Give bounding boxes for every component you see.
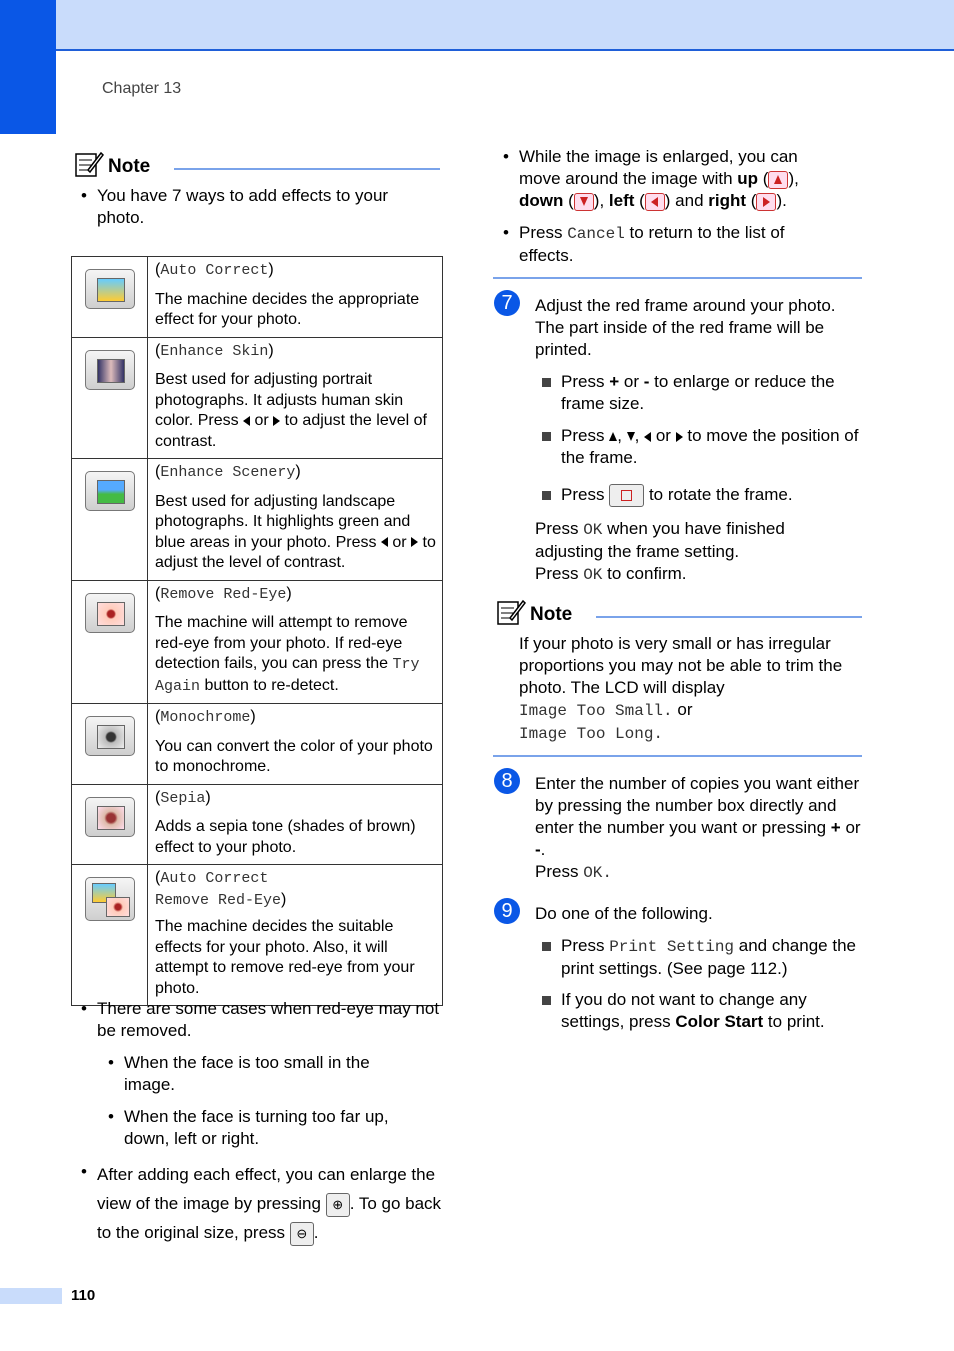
or-label: or (677, 700, 693, 719)
left-button-icon[interactable] (645, 193, 665, 211)
left-label: left (608, 191, 635, 210)
square-bullet (542, 378, 551, 387)
auto-correct-red-eye-icon[interactable] (85, 877, 135, 921)
step9-sub-print-setting (561, 935, 861, 980)
up-button-icon[interactable] (768, 171, 788, 189)
effect-name: Monochrome (160, 709, 251, 726)
right-button-icon[interactable] (756, 193, 776, 211)
bullet-dot: • (503, 223, 509, 242)
effect-text-cell: (Remove Red-Eye) The machine will attempt to remove red-eye from your photo. If red-eye detection fails, you can press the Try Again button to re-detect. (148, 580, 443, 704)
ok-label: OK (583, 566, 603, 584)
square-bullet (542, 942, 551, 951)
page-number-band (0, 1288, 62, 1304)
ok-label: OK. (583, 864, 613, 882)
divider (493, 277, 862, 279)
step7-text: Adjust the red frame around your photo. The part inside of the red frame will be printed. (535, 296, 836, 359)
effect-name: Enhance Scenery (160, 464, 296, 481)
table-row (72, 784, 443, 865)
table-row (72, 704, 443, 785)
effects-table (71, 256, 443, 1006)
note-title: Note (530, 604, 573, 625)
effect-icon-cell (72, 704, 148, 785)
square-bullet (542, 996, 551, 1005)
table-row (72, 865, 443, 1006)
press-label: Press (535, 519, 579, 538)
cancel-label: Cancel (567, 225, 625, 243)
left-arrow-icon (243, 416, 250, 426)
bullet-text-2: to return to the list of effects. (519, 223, 785, 265)
effect-icon-cell (72, 459, 148, 581)
up-arrow-icon (609, 432, 617, 441)
step9-sub-color-start (561, 989, 861, 1033)
effect-desc: The machine decides the appropriate effect for your photo. (155, 290, 420, 328)
effect-text-cell: (Enhance Skin) Best used for adjusting portrait photographs. It adjusts human skin color. Press or to adjust the level of contrast. (148, 337, 443, 459)
press-label: Press (561, 936, 605, 955)
effect-desc-or: or (254, 412, 269, 429)
header-band (0, 0, 954, 51)
right-arrow-icon (676, 432, 683, 442)
down-arrow-icon (627, 432, 635, 441)
bullet-dot: • (81, 186, 87, 205)
effect-desc-end: to adjust the level of contrast. (155, 412, 427, 450)
up-label: up (737, 169, 759, 188)
step7-sub-zoom: Press + or - to enlarge or reduce the frame size. (561, 371, 861, 415)
square-bullet (542, 432, 551, 441)
effect-name: Remove Red-Eye (160, 585, 287, 603)
step7-sub-rotate (561, 484, 861, 507)
effect-name: Enhance Skin (160, 342, 269, 360)
effect-icon-cell (72, 865, 148, 1006)
note-title: Note (108, 156, 151, 177)
effect-icon-cell (72, 580, 148, 704)
effect-text-cell: (Sepia) Adds a sepia tone (shades of brown) effect to your photo. (148, 784, 443, 865)
and-label: and (675, 191, 704, 210)
enhance-scenery-icon[interactable] (85, 471, 135, 511)
sub-bullet (108, 1106, 434, 1150)
page-number: 110 (71, 1287, 96, 1304)
note-heading (74, 150, 440, 178)
plus-key: + (830, 818, 841, 837)
effect-text-cell: (Monochrome) You can convert the color of your photo to monochrome. (148, 704, 443, 785)
step-number: 7 (494, 290, 520, 316)
step9-text: Do one of the following. (535, 904, 713, 923)
bullet-text-3: . (313, 1223, 319, 1242)
try-again-label: Try Again (155, 656, 420, 695)
table-row (72, 337, 443, 459)
monochrome-icon[interactable] (85, 716, 135, 756)
bullet-dot: • (81, 1162, 87, 1181)
note-bullet-text: You have 7 ways to add effects to your photo. (97, 186, 389, 227)
auto-correct-icon[interactable] (85, 269, 135, 309)
color-start-label: Color Start (675, 1012, 764, 1031)
effect-icon-cell (72, 784, 148, 865)
enhance-skin-icon[interactable] (85, 350, 135, 390)
bullet-text: While the image is enlarged, you can move around the image with (519, 147, 798, 188)
press-label: Press (535, 564, 579, 583)
note-body: If your photo is very small or has irregular proportions you may not be able to trim the photo. The LCD will display (519, 634, 843, 697)
note-heading (496, 598, 862, 626)
bullet-text: There are some cases when red-eye may not be removed. (97, 999, 440, 1040)
sub-bullet (108, 1052, 424, 1096)
sub-text-2: to print. (767, 1012, 825, 1031)
step8-text: Enter the number of copies you want either by pressing the number box directly and enter the number you want or pressing + or -. Press OK. (535, 774, 861, 882)
bullet-cancel (503, 222, 839, 267)
note-pencil-icon (74, 150, 104, 178)
effect-icon-cell (72, 257, 148, 338)
effect-desc: Best used for adjusting portrait photographs. It adjusts human skin color. Press (155, 371, 404, 429)
chapter-tab (0, 0, 56, 134)
bullet-dot: • (108, 1053, 114, 1072)
sub-text: If you do not want to change any settings, press (561, 990, 807, 1031)
left-arrow-icon (381, 537, 388, 547)
effect-desc: You can convert the color of your photo to monochrome. (155, 737, 433, 775)
effect-desc-or: or (392, 533, 407, 551)
sub-text: and change the print settings. (See page 112.) (561, 936, 856, 978)
bullet-move-image: • While the image is enlarged, you can move around the image with up ( ), down ( ), left ( ) and right ( ). (503, 147, 799, 210)
square-bullet (542, 491, 551, 500)
press-label: Press (535, 862, 579, 881)
effect-desc: The machine decides the suitable effects for your photo. Also, it will attempt to remove red-eye from your photo. (155, 918, 415, 997)
minus-key: - (535, 840, 541, 859)
effect-text-cell: (Auto Correct) The machine decides the appropriate effect for your photo. (148, 257, 443, 338)
bullet-dot: • (108, 1107, 114, 1126)
note-pencil-icon (496, 598, 526, 626)
note2-text (519, 633, 864, 745)
effect-desc-end: to adjust the level of contrast. (155, 533, 436, 571)
divider (493, 755, 862, 757)
note-rule (596, 616, 862, 618)
bullet-text: Press (519, 223, 563, 242)
effect-name: Auto Correct (160, 870, 269, 887)
effect-icon-cell (72, 337, 148, 459)
bullet-text: When the face is turning too far up, down, left or right. (124, 1107, 389, 1148)
effect-text-cell: (Enhance Scenery) Best used for adjusting landscape photographs. It highlights green and blue areas in your photo. Press or to adjust the level of contrast. (148, 459, 443, 581)
note-bullet (81, 185, 427, 229)
ok-label: OK (583, 521, 603, 539)
sepia-icon[interactable] (85, 797, 135, 837)
sub-text: to move the position of the frame. (561, 426, 859, 467)
effect-name: Sepia (160, 789, 206, 807)
bullet-dot: • (503, 147, 509, 166)
plus-key: + (609, 372, 620, 391)
lcd-message-long: Image Too Long. (519, 725, 664, 743)
table-row (72, 580, 443, 704)
lcd-message-small: Image Too Small. (519, 702, 673, 720)
left-arrow-icon (644, 432, 651, 442)
step-text: Enter the number of copies you want either by pressing the number box directly and enter the number you want or pressing (535, 774, 860, 837)
minus-key: - (643, 372, 650, 391)
press-label: Press (561, 372, 605, 391)
effect-desc: Best used for adjusting landscape photographs. It highlights green and blue areas in your photo. Press (155, 492, 411, 551)
step7-after-ok (535, 518, 835, 586)
print-setting-label: Print Setting (609, 938, 735, 956)
step-number: 9 (494, 898, 520, 924)
effect-text-cell: (Auto Correct Remove Red-Eye) The machine decides the suitable effects for your photo. Also, it will attempt to remove red-eye from your photo. (148, 865, 443, 1006)
sub-text: to rotate the frame. (648, 485, 793, 504)
down-label: down (519, 191, 564, 210)
effect-name-2: Remove Red-Eye (155, 891, 282, 909)
zoom-out-icon[interactable]: ⊖ (290, 1222, 314, 1246)
bullet-text-2: . To go back to the original size, press (97, 1194, 442, 1242)
effect-desc: Adds a sepia tone (shades of brown) effect to your photo. (155, 818, 416, 856)
right-arrow-icon (411, 537, 418, 547)
rotate-frame-icon[interactable] (609, 484, 644, 507)
bullet-enlarge (81, 1160, 442, 1247)
remove-red-eye-icon[interactable] (85, 593, 135, 633)
after-text-2: to confirm. (607, 564, 687, 583)
step7-sub-move: Press , , or to move the position of the frame. (561, 425, 861, 469)
press-label: Press (561, 426, 605, 445)
bullet-text: When the face is too small in the image. (124, 1053, 370, 1094)
step-number: 8 (494, 768, 520, 794)
chapter-label: Chapter 13 (102, 80, 182, 97)
table-row (72, 257, 443, 338)
bullet-redeye-cases (81, 998, 442, 1042)
effect-name: Auto Correct (160, 262, 269, 279)
down-button-icon[interactable] (574, 193, 594, 211)
note-rule (174, 168, 440, 170)
right-label: right (708, 191, 747, 210)
sub-text: to enlarge or reduce the frame size. (561, 372, 835, 413)
bullet-dot: • (81, 999, 87, 1018)
zoom-in-icon[interactable]: ⊕ (326, 1193, 350, 1217)
effect-desc: The machine will attempt to remove red-eye from your photo. If red-eye detection fails, you can press the (155, 614, 408, 672)
press-label: Press (561, 485, 605, 504)
table-row (72, 459, 443, 581)
effect-desc-end: button to re-detect. (204, 676, 339, 694)
after-text: when you have finished adjusting the frame setting. (535, 519, 785, 561)
right-arrow-icon (273, 416, 280, 426)
bullet-text: After adding each effect, you can enlarge the view of the image by pressing (97, 1165, 436, 1213)
